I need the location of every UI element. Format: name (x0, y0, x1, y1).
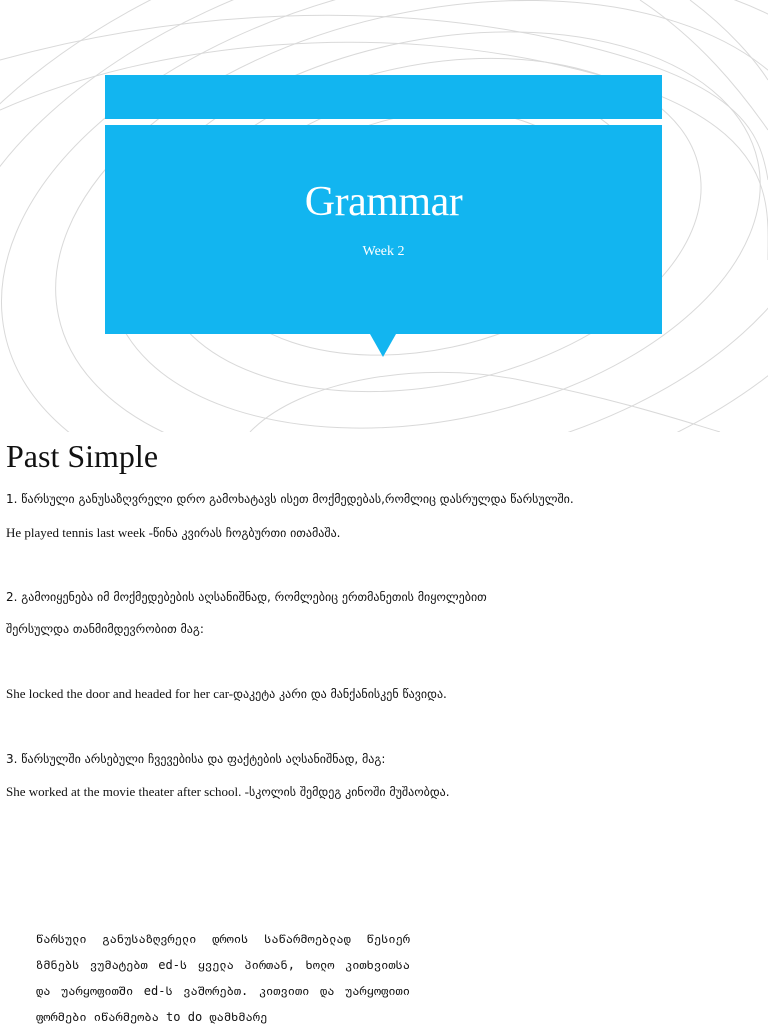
example-2-english: She locked the door and headed for her car- (6, 686, 234, 701)
title-box (105, 125, 662, 334)
formation-paragraph: წარსული განუსაზღვრელი დროის საწარმოებლად წესიერ ზმნებს ვუმატებთ ed-ს ყველა პირთან, ხოლო კითხვითსა და უარყოფითში ed-ს ვაშორებთ. კითვითი და უარყოფითი ფორმები იწარმეობა to do დამხმარე (36, 932, 410, 1024)
rule-2-continuation: შერსულდა თანმიმდევრობით მაგ: (6, 622, 204, 636)
rule-1-line: 1. წარსული განუსაზღვრელი დრო გამოხატავს ისეთ მოქმედებას,რომლიც დასრულდა წარსულში. (6, 492, 574, 506)
rule-2-line: 2. გამოიყენება იმ მოქმედებების აღსანიშნად, რომლებიც ერთმანეთის მიყოლებით (6, 590, 487, 604)
example-2-line (6, 686, 447, 702)
slide-subtitle: Week 2 (362, 244, 405, 259)
example-3-line (6, 784, 450, 800)
example-1-georgian: წინა კვირას ჩოგბურთი ითამაშა. (152, 526, 341, 540)
example-3-georgian: სკოლის შემდეგ კინოში მუშაობდა. (248, 785, 450, 799)
callout-pointer (370, 334, 396, 357)
accent-band (105, 75, 662, 119)
example-1-line (6, 525, 341, 541)
example-2-georgian: დაკეტა კარი და მანქანისკენ წავიდა. (233, 687, 447, 701)
example-3-english: She worked at the movie theater after school. - (6, 784, 249, 799)
rule-3-line: 3. წარსულში არსებული ჩვევებისა და ფაქტების აღსანიშნად, მაგ: (6, 752, 386, 766)
title-slide (0, 0, 768, 432)
example-1-english: He played tennis last week - (6, 525, 153, 540)
page-heading: Past Simple (6, 438, 159, 474)
slide-title: Grammar (304, 179, 463, 225)
